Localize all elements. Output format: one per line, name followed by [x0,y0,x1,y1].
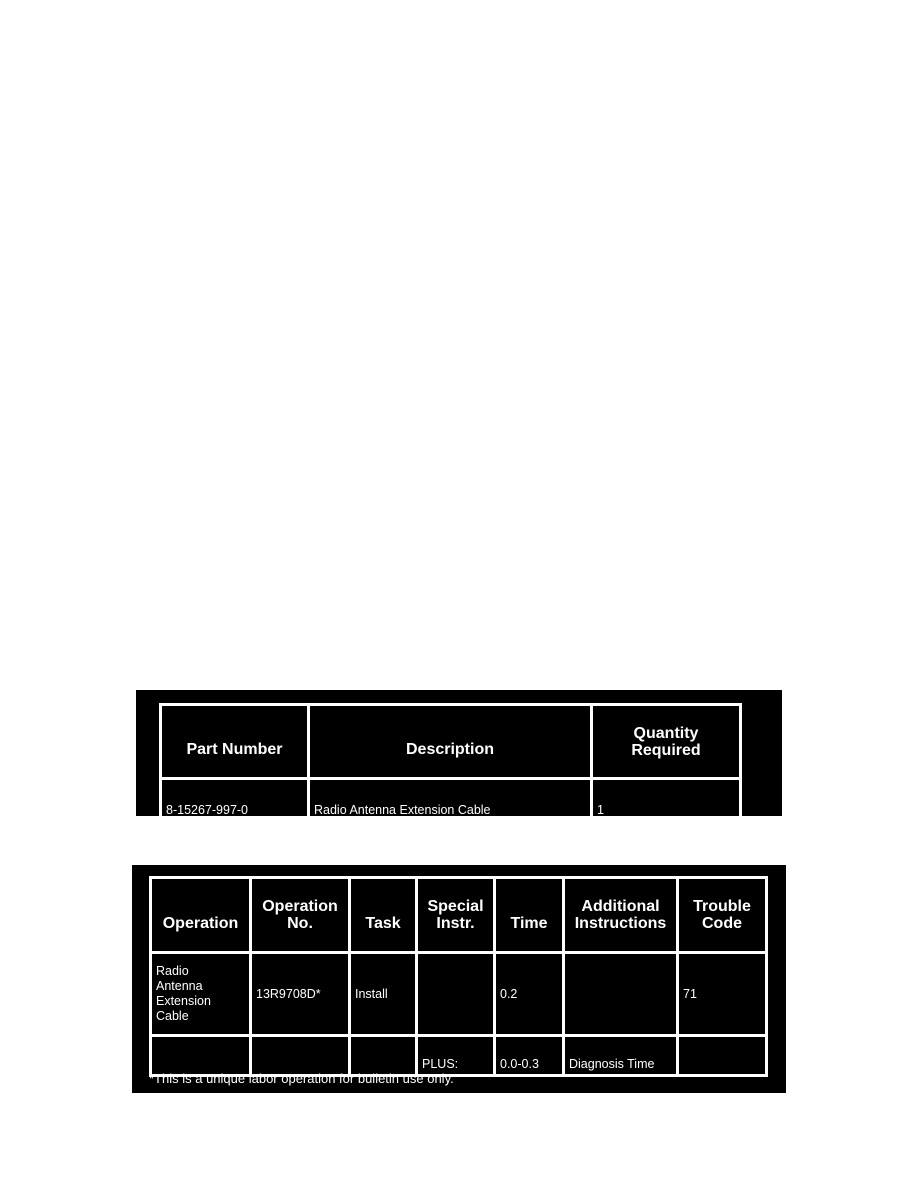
header-operation-no [251,878,350,953]
cell-time: 0.0-0.3 [495,1036,564,1076]
cell-trouble-code: 71 [678,953,767,1036]
header-trouble-code [678,878,767,953]
cell-additional: Diagnosis Time [564,1036,678,1076]
header-additional-line1: Additional [581,898,660,915]
header-quantity-required [592,705,741,779]
cell-trouble-code [678,1036,767,1076]
cell-special: PLUS: [417,1036,495,1076]
cell-operation-line1: Radio [156,964,189,978]
table-row [151,1036,767,1076]
cell-operation-line4: Cable [156,1009,189,1023]
cell-part-number: 8-15267-997-0 [161,779,309,828]
cell-special [417,953,495,1036]
parts-table-panel [136,690,782,816]
cell-operation [151,953,251,1036]
labor-table [149,876,768,1077]
cell-task: Install [350,953,417,1036]
parts-table-header-row [161,705,741,779]
labor-table-panel [132,865,786,1093]
header-additional-line2: Instructions [574,915,667,932]
cell-description: Radio Antenna Extension Cable [309,779,592,828]
cell-operation [151,1036,251,1076]
cell-operation-no [251,1036,350,1076]
cell-operation-line3: Extension [156,994,211,1008]
table-row [151,953,767,1036]
header-task: Task [350,878,417,953]
header-time: Time [495,878,564,953]
parts-table [159,703,742,829]
header-description: Description [309,705,592,779]
header-operation-no-line2: No. [287,915,313,932]
table-row [161,779,741,828]
header-trouble-line1: Trouble [693,898,751,915]
header-operation: Operation [151,878,251,953]
header-special-line1: Special [427,898,484,915]
cell-task [350,1036,417,1076]
header-additional-instructions [564,878,678,953]
header-special-line2: Instr. [436,915,475,932]
header-trouble-line2: Code [702,915,742,932]
labor-table-header-row [151,878,767,953]
cell-quantity: 1 [592,779,741,828]
labor-footnote: *This is a unique labor operation for bulletin use only. [149,1071,454,1086]
cell-operation-no: 13R9708D* [251,953,350,1036]
cell-additional [564,953,678,1036]
cell-operation-line2: Antenna [156,979,203,993]
header-part-number: Part Number [161,705,309,779]
header-operation-no-line1: Operation [262,898,338,915]
header-special-instr [417,878,495,953]
header-quantity-line1: Quantity [633,724,699,742]
cell-time: 0.2 [495,953,564,1036]
header-quantity-line2: Required [631,741,701,759]
